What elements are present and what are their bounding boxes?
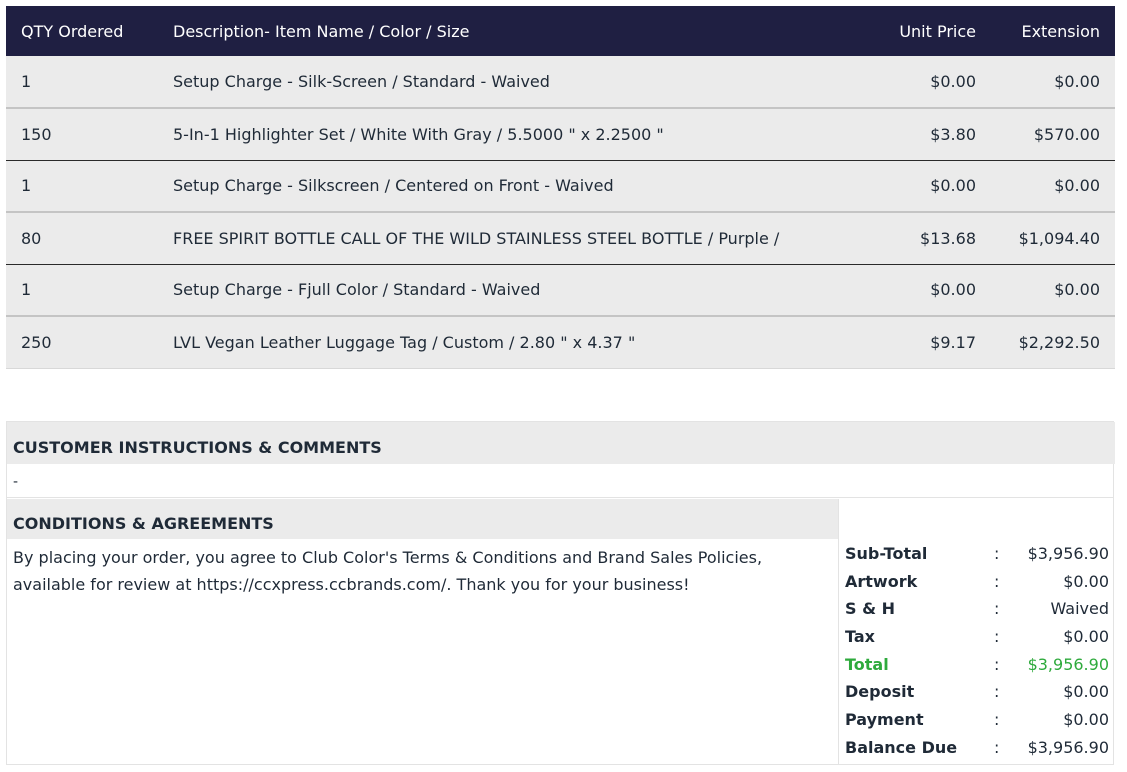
conditions-heading: CONDITIONS & AGREEMENTS (7, 499, 838, 539)
unit-price-cell: $13.68 (867, 212, 991, 264)
payment-value: $0.00 (1063, 710, 1109, 730)
qty-cell: 1 (6, 56, 158, 108)
totals-panel (845, 540, 1109, 762)
payment-label: Payment (845, 710, 924, 730)
customer-instructions-text: - (7, 464, 1113, 498)
total-value: $3,956.90 (1027, 654, 1109, 674)
qty-cell: 1 (6, 160, 158, 212)
balance-due-row (845, 734, 1109, 762)
unit-price-cell: $0.00 (867, 264, 991, 316)
total-separator: : (994, 654, 1000, 674)
extension-cell: $2,292.50 (991, 316, 1115, 368)
balance-due-label: Balance Due (845, 737, 958, 757)
description-cell: 5-In-1 Highlighter Set / White With Gray / 5.5000 " x 2.2500 " (158, 108, 867, 160)
order-summary-section (6, 421, 1114, 765)
extension-cell: $570.00 (991, 108, 1115, 160)
deposit-label: Deposit (845, 682, 915, 702)
description-cell: Setup Charge - Silkscreen / Centered on Front - Waived (158, 160, 867, 212)
customer-instructions-heading: CUSTOMER INSTRUCTIONS & COMMENTS (7, 422, 1115, 464)
tax-label: Tax (845, 627, 875, 647)
table-row (6, 264, 1115, 316)
artwork-separator: : (994, 571, 1000, 591)
extension-cell: $0.00 (991, 56, 1115, 108)
subtotal-row (845, 540, 1109, 568)
payment-separator: : (994, 710, 1000, 730)
extension-cell: $0.00 (991, 160, 1115, 212)
section-divider (838, 499, 839, 765)
qty-cell: 150 (6, 108, 158, 160)
shipping-handling-row (845, 595, 1109, 623)
unit-price-header: Unit Price (899, 21, 976, 41)
deposit-row (845, 678, 1109, 706)
unit-price-cell: $3.80 (867, 108, 991, 160)
description-cell: Setup Charge - Silk-Screen / Standard - Waived (158, 56, 867, 108)
artwork-label: Artwork (845, 571, 918, 591)
qty-header: QTY Ordered (21, 21, 124, 41)
total-row (845, 651, 1109, 679)
description-cell: LVL Vegan Leather Luggage Tag / Custom / 2.80 " x 4.37 " (158, 316, 867, 368)
table-row (6, 56, 1115, 108)
tax-value: $0.00 (1063, 627, 1109, 647)
unit-price-cell: $0.00 (867, 160, 991, 212)
extension-header: Extension (1021, 21, 1100, 41)
total-label: Total (845, 654, 889, 674)
qty-cell: 250 (6, 316, 158, 368)
qty-cell: 1 (6, 264, 158, 316)
deposit-value: $0.00 (1063, 682, 1109, 702)
description-cell: FREE SPIRIT BOTTLE CALL OF THE WILD STAINLESS STEEL BOTTLE / Purple / (158, 212, 867, 264)
description-cell: Setup Charge - Fjull Color / Standard - Waived (158, 264, 867, 316)
deposit-separator: : (994, 682, 1000, 702)
shipping-handling-label: S & H (845, 599, 896, 619)
shipping-handling-separator: : (994, 599, 1000, 619)
tax-row (845, 623, 1109, 651)
artwork-row (845, 568, 1109, 596)
table-row (6, 212, 1115, 264)
payment-row (845, 706, 1109, 734)
shipping-handling-value: Waived (1050, 599, 1109, 619)
conditions-text: By placing your order, you agree to Club Color's Terms & Conditions and Brand Sales Policies, available for review at https://ccxpress.ccbrands.com/. Thank you for your business! (13, 548, 763, 594)
table-row (6, 160, 1115, 212)
subtotal-value: $3,956.90 (1027, 544, 1109, 563)
unit-price-cell: $9.17 (867, 316, 991, 368)
balance-due-value: $3,956.90 (1027, 737, 1109, 757)
subtotal-label: Sub-Total (845, 544, 928, 563)
artwork-value: $0.00 (1063, 571, 1109, 591)
table-row (6, 316, 1115, 368)
table-header-row (6, 6, 1115, 56)
extension-cell: $1,094.40 (991, 212, 1115, 264)
tax-separator: : (994, 627, 1000, 647)
description-header: Description- Item Name / Color / Size (173, 21, 470, 41)
subtotal-separator: : (994, 544, 1000, 563)
unit-price-cell: $0.00 (867, 56, 991, 108)
extension-cell: $0.00 (991, 264, 1115, 316)
balance-due-separator: : (994, 737, 1000, 757)
qty-cell: 80 (6, 212, 158, 264)
order-items-table (6, 6, 1115, 369)
table-row (6, 108, 1115, 160)
